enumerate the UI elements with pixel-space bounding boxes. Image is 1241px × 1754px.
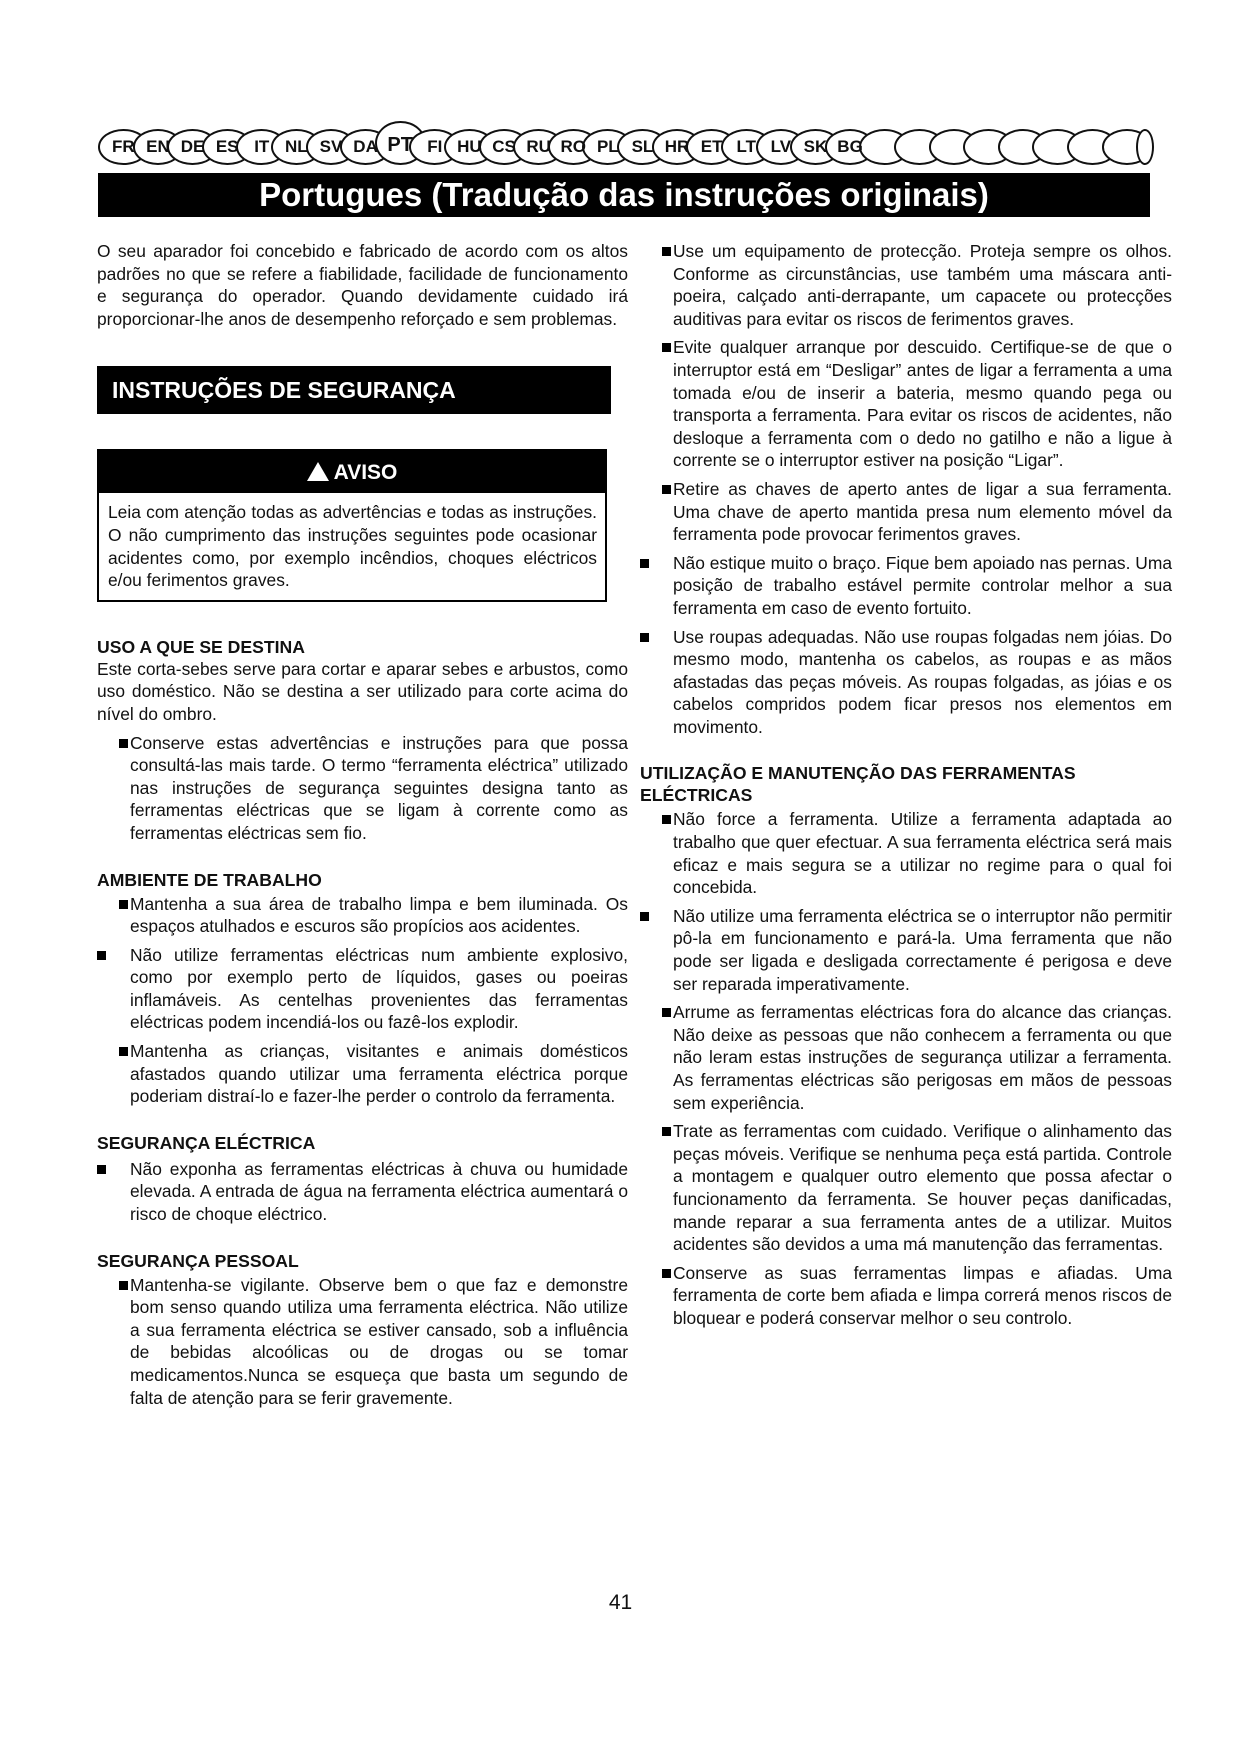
personal-safety-heading: SEGURANÇA PESSOAL xyxy=(97,1250,299,1271)
bullet-square-icon xyxy=(640,633,649,642)
electrical-safety-heading: SEGURANÇA ELÉCTRICA xyxy=(97,1132,316,1153)
language-tab-empty xyxy=(1136,129,1154,165)
language-tab-pt: PT xyxy=(375,121,426,165)
bullet-square-icon xyxy=(662,1269,671,1278)
language-tab-ru: RU xyxy=(513,129,564,165)
language-tab-da: DA xyxy=(340,129,391,165)
language-tab-sk: SK xyxy=(790,129,841,165)
list-item: Use roupas adequadas. Não use roupas folgadas nem jóias. Do mesmo modo, mantenha os cabelos, as roupas e as mãos afastadas das peças móveis. As roupas folgadas, as jóias e os cabelos compridos podem ficar presos nos elementos em movimento. xyxy=(640,626,1172,739)
list-item: Mantenha-se vigilante. Observe bem o que faz e demonstre bom senso quando utiliza uma ferramenta eléctrica. Não utilize a sua ferramenta eléctrica se estiver cansado, sob a influência de bebidas alcoólicas ou de drogas ou se tomar medicamentos.Nunca se esqueça que basta um segundo de falta de atenção para se ferir gravemente. xyxy=(97,1274,628,1410)
language-tab-en: EN xyxy=(133,129,184,165)
warning-triangle-icon: ! xyxy=(307,462,329,481)
bullet-square-icon xyxy=(119,1281,128,1290)
language-tab-et: ET xyxy=(686,129,737,165)
bullet-square-icon xyxy=(662,815,671,824)
warning-header xyxy=(99,451,605,497)
language-tab-bg: BG xyxy=(825,129,876,165)
list-item: Retire as chaves de aperto antes de ligar a sua ferramenta. Uma chave de aperto mantida presa num elemento móvel da ferramenta pode provocar ferimentos graves. xyxy=(640,478,1172,546)
list-item: Não estique muito o braço. Fique bem apoiado nas pernas. Uma posição de trabalho estável permite controlar melhor a sua ferramenta em caso de evento fortuito. xyxy=(640,552,1172,620)
warning-box xyxy=(97,449,607,601)
bullet-square-icon xyxy=(640,912,649,921)
bullet-square-icon xyxy=(119,900,128,909)
list-item: Não utilize ferramentas eléctricas num ambiente explosivo, como por exemplo perto de líquidos, gases ou poeiras inflamáveis. As centelhas provenientes das ferramentas eléctricas podem incendiá-los ou fazê-los explodir. xyxy=(97,944,628,1034)
language-tab-fr: FR xyxy=(98,129,149,165)
left-column xyxy=(97,240,628,1409)
bullet-square-icon xyxy=(119,739,128,748)
list-item: Use um equipamento de protecção. Proteja sempre os olhos. Conforme as circunstâncias, use também uma máscara anti-poeira, calçado anti-derrapante, um capacete ou protecções auditivas para evitar os riscos de ferimentos graves. xyxy=(640,240,1172,330)
intro-paragraph: O seu aparador foi concebido e fabricado de acordo com os altos padrões no que se refere a fiabilidade, facilidade de funcionamento e segurança do operador. Quando devidamente cuidado irá proporcionar-lhe anos de desempenho reforçado e sem problemas. xyxy=(97,241,628,329)
page-title: Portugues (Tradução das instruções originais) xyxy=(98,173,1150,217)
language-tab-lv: LV xyxy=(756,129,807,165)
list-item: Não utilize uma ferramenta eléctrica se o interruptor não permitir pô-la em funcionamento e pará-la. Uma ferramenta que não pode ser ligada e desligada correctamente é perigosa e deve ser reparada imperativamente. xyxy=(640,905,1172,995)
list-item: Conserve as suas ferramentas limpas e afiadas. Uma ferramenta de corte bem afiada e limpa correrá menos riscos de bloquear e poderá conservar melhor o seu controlo. xyxy=(640,1262,1172,1330)
warning-text: Leia com atenção todas as advertências e todas as instruções. O não cumprimento das instruções seguintes pode ocasionar acidentes como, por exemplo incêndios, choques eléctricos e/ou ferimentos graves. xyxy=(108,502,597,591)
page-number: 41 xyxy=(608,1591,633,1614)
bullet-square-icon xyxy=(662,1127,671,1136)
language-tab-strip xyxy=(98,129,1150,163)
bullet-square-icon xyxy=(662,343,671,352)
safety-instructions-heading: INSTRUÇÕES DE SEGURANÇA xyxy=(97,366,611,414)
language-tab-sv: SV xyxy=(306,129,357,165)
language-tab-it: IT xyxy=(236,129,287,165)
warning-label: AVISO xyxy=(333,461,398,485)
list-item: Evite qualquer arranque por descuido. Certifique-se de que o interruptor está em “Desligar” antes de ligar a ferramenta a uma tomada e/ou de inserir a bateria, mesmo quando pega ou transporta a ferramenta. Para evitar os riscos de acidentes, não desloque a ferramenta com o dedo no gatilho e não a ligue à corrente se o interruptor estiver na posição “Ligar”. xyxy=(640,336,1172,472)
intended-use-heading: USO A QUE SE DESTINA xyxy=(97,636,305,657)
language-tab-lt: LT xyxy=(721,129,772,165)
bullet-square-icon xyxy=(119,1047,128,1056)
right-column xyxy=(640,240,1172,1330)
language-tab-de: DE xyxy=(167,129,218,165)
bullet-square-icon xyxy=(662,247,671,256)
list-item: Conserve estas advertências e instruções para que possa consultá-las mais tarde. O termo “ferramenta eléctrica” utilizado nas instruções de segurança seguintes designa tanto as ferramentas eléctricas que se ligam à corrente como as ferramentas eléctricas sem fio. xyxy=(97,732,628,845)
language-tab-nl: NL xyxy=(271,129,322,165)
list-item: Trate as ferramentas com cuidado. Verifique o alinhamento das peças móveis. Verifique se nenhuma peça está partida. Controle a montagem e qualquer outro elemento que possa afectar o funcionamento da ferramenta. Se houver peças danificadas, mande reparar a sua ferramenta antes de a utilizar. Muitos acidentes são devidos a uma má manutenção das ferramentas. xyxy=(640,1120,1172,1256)
language-tab-es: ES xyxy=(202,129,253,165)
language-tab-sl: SL xyxy=(617,129,668,165)
list-item: Mantenha a sua área de trabalho limpa e bem iluminada. Os espaços atulhados e escuros são propícios aos acidentes. xyxy=(97,893,628,938)
language-tab-cs: CS xyxy=(479,129,530,165)
bullet-square-icon xyxy=(97,951,106,960)
intended-use-text: Este corta-sebes serve para cortar e aparar sebes e arbustos, como uso doméstico. Não se destina a ser utilizado para corte acima do nível do ombro. xyxy=(97,658,628,724)
list-item: Mantenha as crianças, visitantes e animais domésticos afastados quando utilizar uma ferramenta eléctrica porque poderiam distraí-lo e fazer-lhe perder o controlo da ferramenta. xyxy=(97,1040,628,1108)
language-tab-hu: HU xyxy=(444,129,495,165)
bullet-square-icon xyxy=(662,485,671,494)
bullet-square-icon xyxy=(662,1008,671,1017)
list-item: Arrume as ferramentas eléctricas fora do alcance das crianças. Não deixe as pessoas que não conhecem a ferramenta ou que não leram estas instruções de segurança utilizar a ferramenta. As ferramentas eléctricas são perigosas em mãos de pessoas sem experiência. xyxy=(640,1001,1172,1114)
language-tab-ro: RO xyxy=(548,129,599,165)
work-area-heading: AMBIENTE DE TRABALHO xyxy=(97,869,322,890)
bullet-square-icon xyxy=(640,559,649,568)
bullet-square-icon xyxy=(97,1165,106,1174)
language-tab-hr: HR xyxy=(652,129,703,165)
tool-use-heading: UTILIZAÇÃO E MANUTENÇÃO DAS FERRAMENTAS ELÉCTRICAS xyxy=(640,763,1076,806)
language-tab-pl: PL xyxy=(582,129,633,165)
list-item: Não force a ferramenta. Utilize a ferramenta adaptada ao trabalho que quer efectuar. A sua ferramenta eléctrica será mais eficaz e mais segura se a utilizar no regime para o qual foi concebida. xyxy=(640,808,1172,898)
list-item: Não exponha as ferramentas eléctricas à chuva ou humidade elevada. A entrada de água na ferramenta eléctrica aumentará o risco de choque eléctrico. xyxy=(97,1158,628,1226)
language-tab-fi: FI xyxy=(409,129,460,165)
